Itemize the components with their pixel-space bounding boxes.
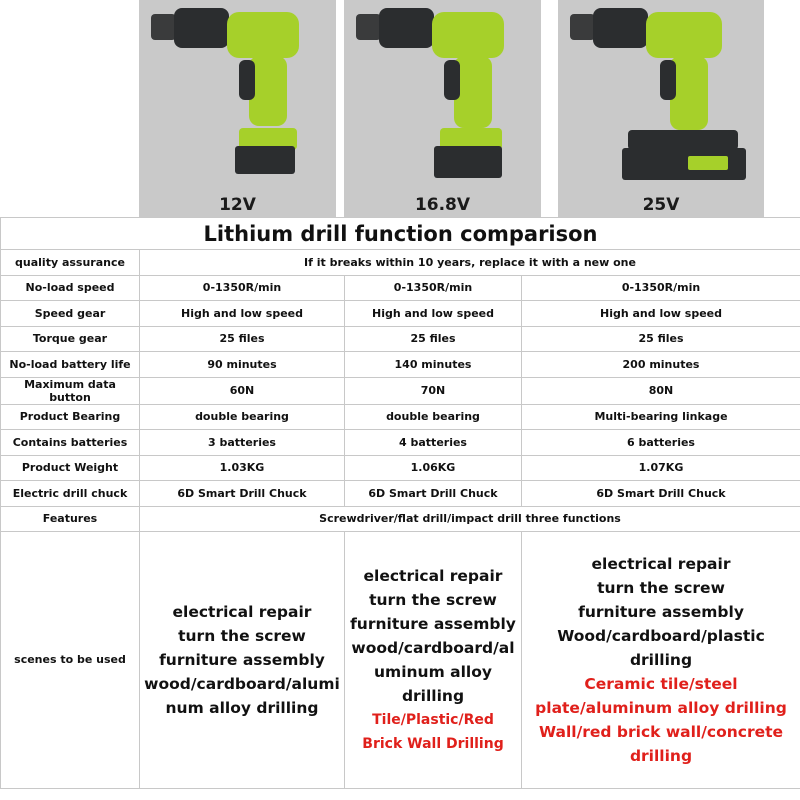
scene-line: turn the screw xyxy=(178,627,306,645)
cell: 3 batteries xyxy=(140,430,345,456)
scene-line: uminum alloy xyxy=(374,663,492,681)
scene-line: electrical repair xyxy=(363,567,503,585)
cell: 140 minutes xyxy=(345,352,522,378)
scene-line-red: drilling xyxy=(629,747,693,765)
scene-line: furniture assembly xyxy=(159,651,325,669)
quality-value: If it breaks within 10 years, replace it with a new one xyxy=(140,250,800,276)
row-label-quality: quality assurance xyxy=(1,250,140,276)
row-label-bearing: Product Bearing xyxy=(1,404,140,430)
cell: High and low speed xyxy=(140,301,345,327)
scenes-12v xyxy=(140,532,345,789)
scene-line: turn the screw xyxy=(369,591,497,609)
cell: 0-1350R/min xyxy=(345,275,522,301)
cell: 6D Smart Drill Chuck xyxy=(522,481,800,507)
row-label-torque: Torque gear xyxy=(1,326,140,352)
row-label-speed: No-load speed xyxy=(1,275,140,301)
cell: 90 minutes xyxy=(140,352,345,378)
scene-line-red: Brick Wall Drilling xyxy=(362,736,504,752)
scene-line: turn the screw xyxy=(597,579,725,597)
table-row xyxy=(1,532,800,789)
cell: 80N xyxy=(522,377,800,404)
voltage-label-25v: 25V xyxy=(642,195,680,215)
cell: 6 batteries xyxy=(522,430,800,456)
row-label-scenes: scenes to be used xyxy=(1,532,140,789)
scene-line: furniture assembly xyxy=(350,615,516,633)
cell: 6D Smart Drill Chuck xyxy=(345,481,522,507)
cell: 1.03KG xyxy=(140,455,345,481)
drill-12v-icon xyxy=(139,0,336,190)
scene-line: wood/cardboard/alumi xyxy=(144,675,340,693)
drill-photo-25v xyxy=(558,0,764,217)
drill-photo-16v xyxy=(344,0,541,217)
scene-line-red: Tile/Plastic/Red xyxy=(372,712,494,728)
features-value: Screwdriver/flat drill/impact drill three functions xyxy=(140,506,800,532)
comparison-table xyxy=(0,217,800,789)
row-label-chuck: Electric drill chuck xyxy=(1,481,140,507)
cell: 4 batteries xyxy=(345,430,522,456)
scene-line-red: plate/aluminum alloy drilling xyxy=(535,699,787,717)
scene-line-red: Ceramic tile/steel xyxy=(584,675,738,693)
scenes-25v xyxy=(522,532,800,789)
cell: 70N xyxy=(345,377,522,404)
drill-photo-12v xyxy=(139,0,336,217)
scene-line: electrical repair xyxy=(172,603,312,621)
scene-line: furniture assembly xyxy=(578,603,744,621)
cell: 1.07KG xyxy=(522,455,800,481)
scene-line: drilling xyxy=(401,687,465,705)
scene-line: drilling xyxy=(629,651,693,669)
cell: High and low speed xyxy=(522,301,800,327)
cell: High and low speed xyxy=(345,301,522,327)
row-label-weight: Product Weight xyxy=(1,455,140,481)
table-row xyxy=(1,481,800,507)
cell: 25 files xyxy=(522,326,800,352)
table-row xyxy=(1,352,800,378)
table-row xyxy=(1,455,800,481)
table-row xyxy=(1,506,800,532)
drill-25v-icon xyxy=(558,0,764,190)
cell: 6D Smart Drill Chuck xyxy=(140,481,345,507)
cell: 0-1350R/min xyxy=(522,275,800,301)
scene-line-red: Wall/red brick wall/concrete xyxy=(538,723,784,741)
scene-line: Wood/cardboard/plastic xyxy=(557,627,765,645)
row-label-batteries: Contains batteries xyxy=(1,430,140,456)
scenes-16v xyxy=(345,532,522,789)
table-row xyxy=(1,301,800,327)
cell: 0-1350R/min xyxy=(140,275,345,301)
voltage-label-12v: 12V xyxy=(219,195,256,215)
row-label-battery-life: No-load battery life xyxy=(1,352,140,378)
voltage-label-16v: 16.8V xyxy=(414,195,471,215)
cell: 60N xyxy=(140,377,345,404)
table-row xyxy=(1,275,800,301)
table-row xyxy=(1,377,800,404)
cell: double bearing xyxy=(345,404,522,430)
row-label-features: Features xyxy=(1,506,140,532)
table-row xyxy=(1,430,800,456)
scene-line: wood/cardboard/al xyxy=(351,639,515,657)
table-row xyxy=(1,250,800,276)
product-photos xyxy=(0,0,800,217)
cell: 1.06KG xyxy=(345,455,522,481)
row-label-gear: Speed gear xyxy=(1,301,140,327)
cell: 25 files xyxy=(345,326,522,352)
cell: 25 files xyxy=(140,326,345,352)
cell: double bearing xyxy=(140,404,345,430)
scene-line: electrical repair xyxy=(591,555,731,573)
table-row xyxy=(1,326,800,352)
cell: 200 minutes xyxy=(522,352,800,378)
row-label-max-button: Maximum data button xyxy=(1,377,140,404)
table-title: Lithium drill function comparison xyxy=(1,218,800,250)
drill-16v-icon xyxy=(344,0,541,190)
cell: Multi-bearing linkage xyxy=(522,404,800,430)
table-row xyxy=(1,404,800,430)
scene-line: num alloy drilling xyxy=(165,699,319,717)
